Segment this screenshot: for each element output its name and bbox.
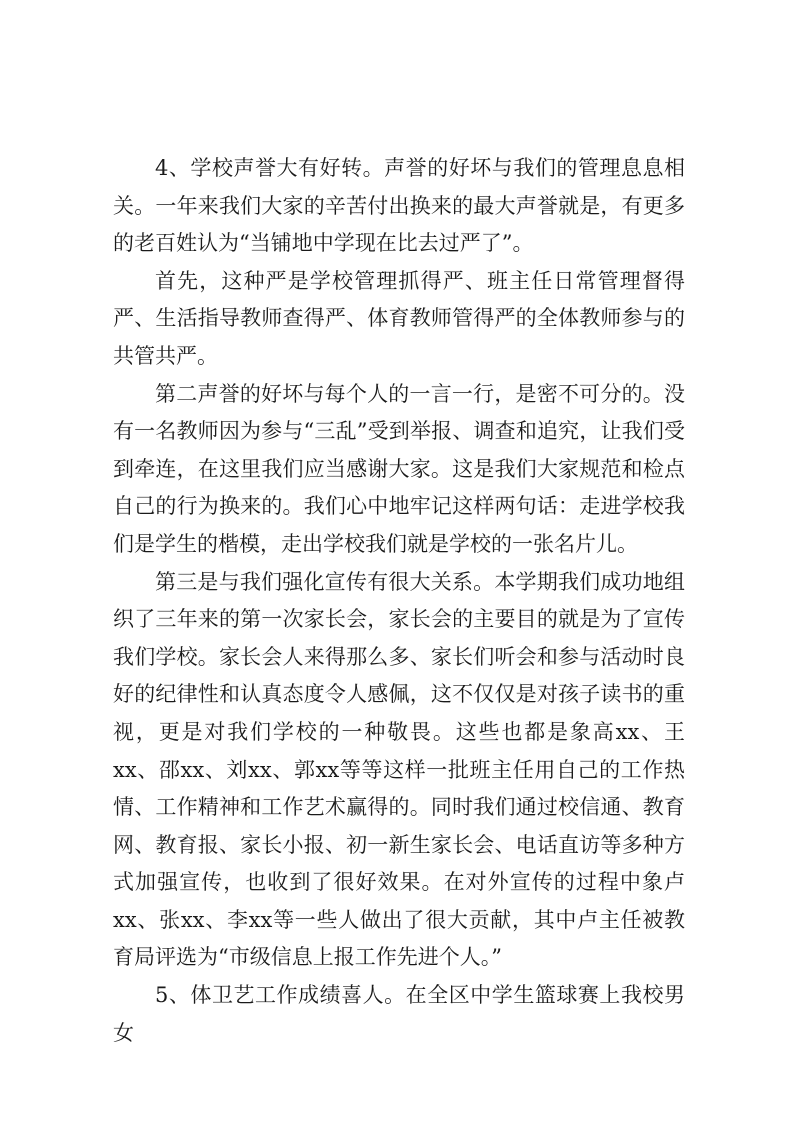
paragraph-third-publicity: 第三是与我们强化宣传有很大关系。本学期我们成功地组织了三年来的第一次家长会，家长会的主要目的就是为了宣传我们学校。家长会人来得那么多、家长们听会和参与活动时良好的纪律性和认真态度令人感佩，这不仅仅是对孩子读书的重视，更是对我们学校的一种敬畏。这些也都是象高xx、王xx、邵xx、刘xx、郭xx等等这样一批班主任用自己的工作热情、工作精神和工作艺术赢得的。同时我们通过校信通、教育网、教育报、家长小报、初一新生家长会、电话直访等多种方式加强宣传，也收到了很好效果。在对外宣传的过程中象卢xx、张xx、李xx等一些人做出了很大贡献，其中卢主任被教育局评选为“市级信息上报工作先进个人。” <box>113 569 685 970</box>
paragraph-reputation: 4、学校声誉大有好转。声誉的好坏与我们的管理息息相关。一年来我们大家的辛苦付出换来的最大声誉就是，有更多的老百姓认为“当铺地中学现在比去过严了”。 <box>113 156 685 256</box>
paragraph-sports-arts: 5、体卫艺工作成绩喜人。在全区中学生篮球赛上我校男女 <box>113 983 685 1045</box>
document-body <box>113 150 685 1052</box>
paragraph-second-conduct: 第二声誉的好坏与每个人的一言一行，是密不可分的。没有一名教师因为参与“三乱”受到举报、调查和追究，让我们受到牵连，在这里我们应当感谢大家。这是我们大家规范和检点自己的行为换来的。我们心中地牢记这样两句话：走进学校我们是学生的楷模，走出学校我们就是学校的一张名片儿。 <box>113 381 685 556</box>
paragraph-first-strict: 首先，这种严是学校管理抓得严、班主任日常管理督得严、生活指导教师查得严、体育教师管得严的全体教师参与的共管共严。 <box>113 268 685 368</box>
